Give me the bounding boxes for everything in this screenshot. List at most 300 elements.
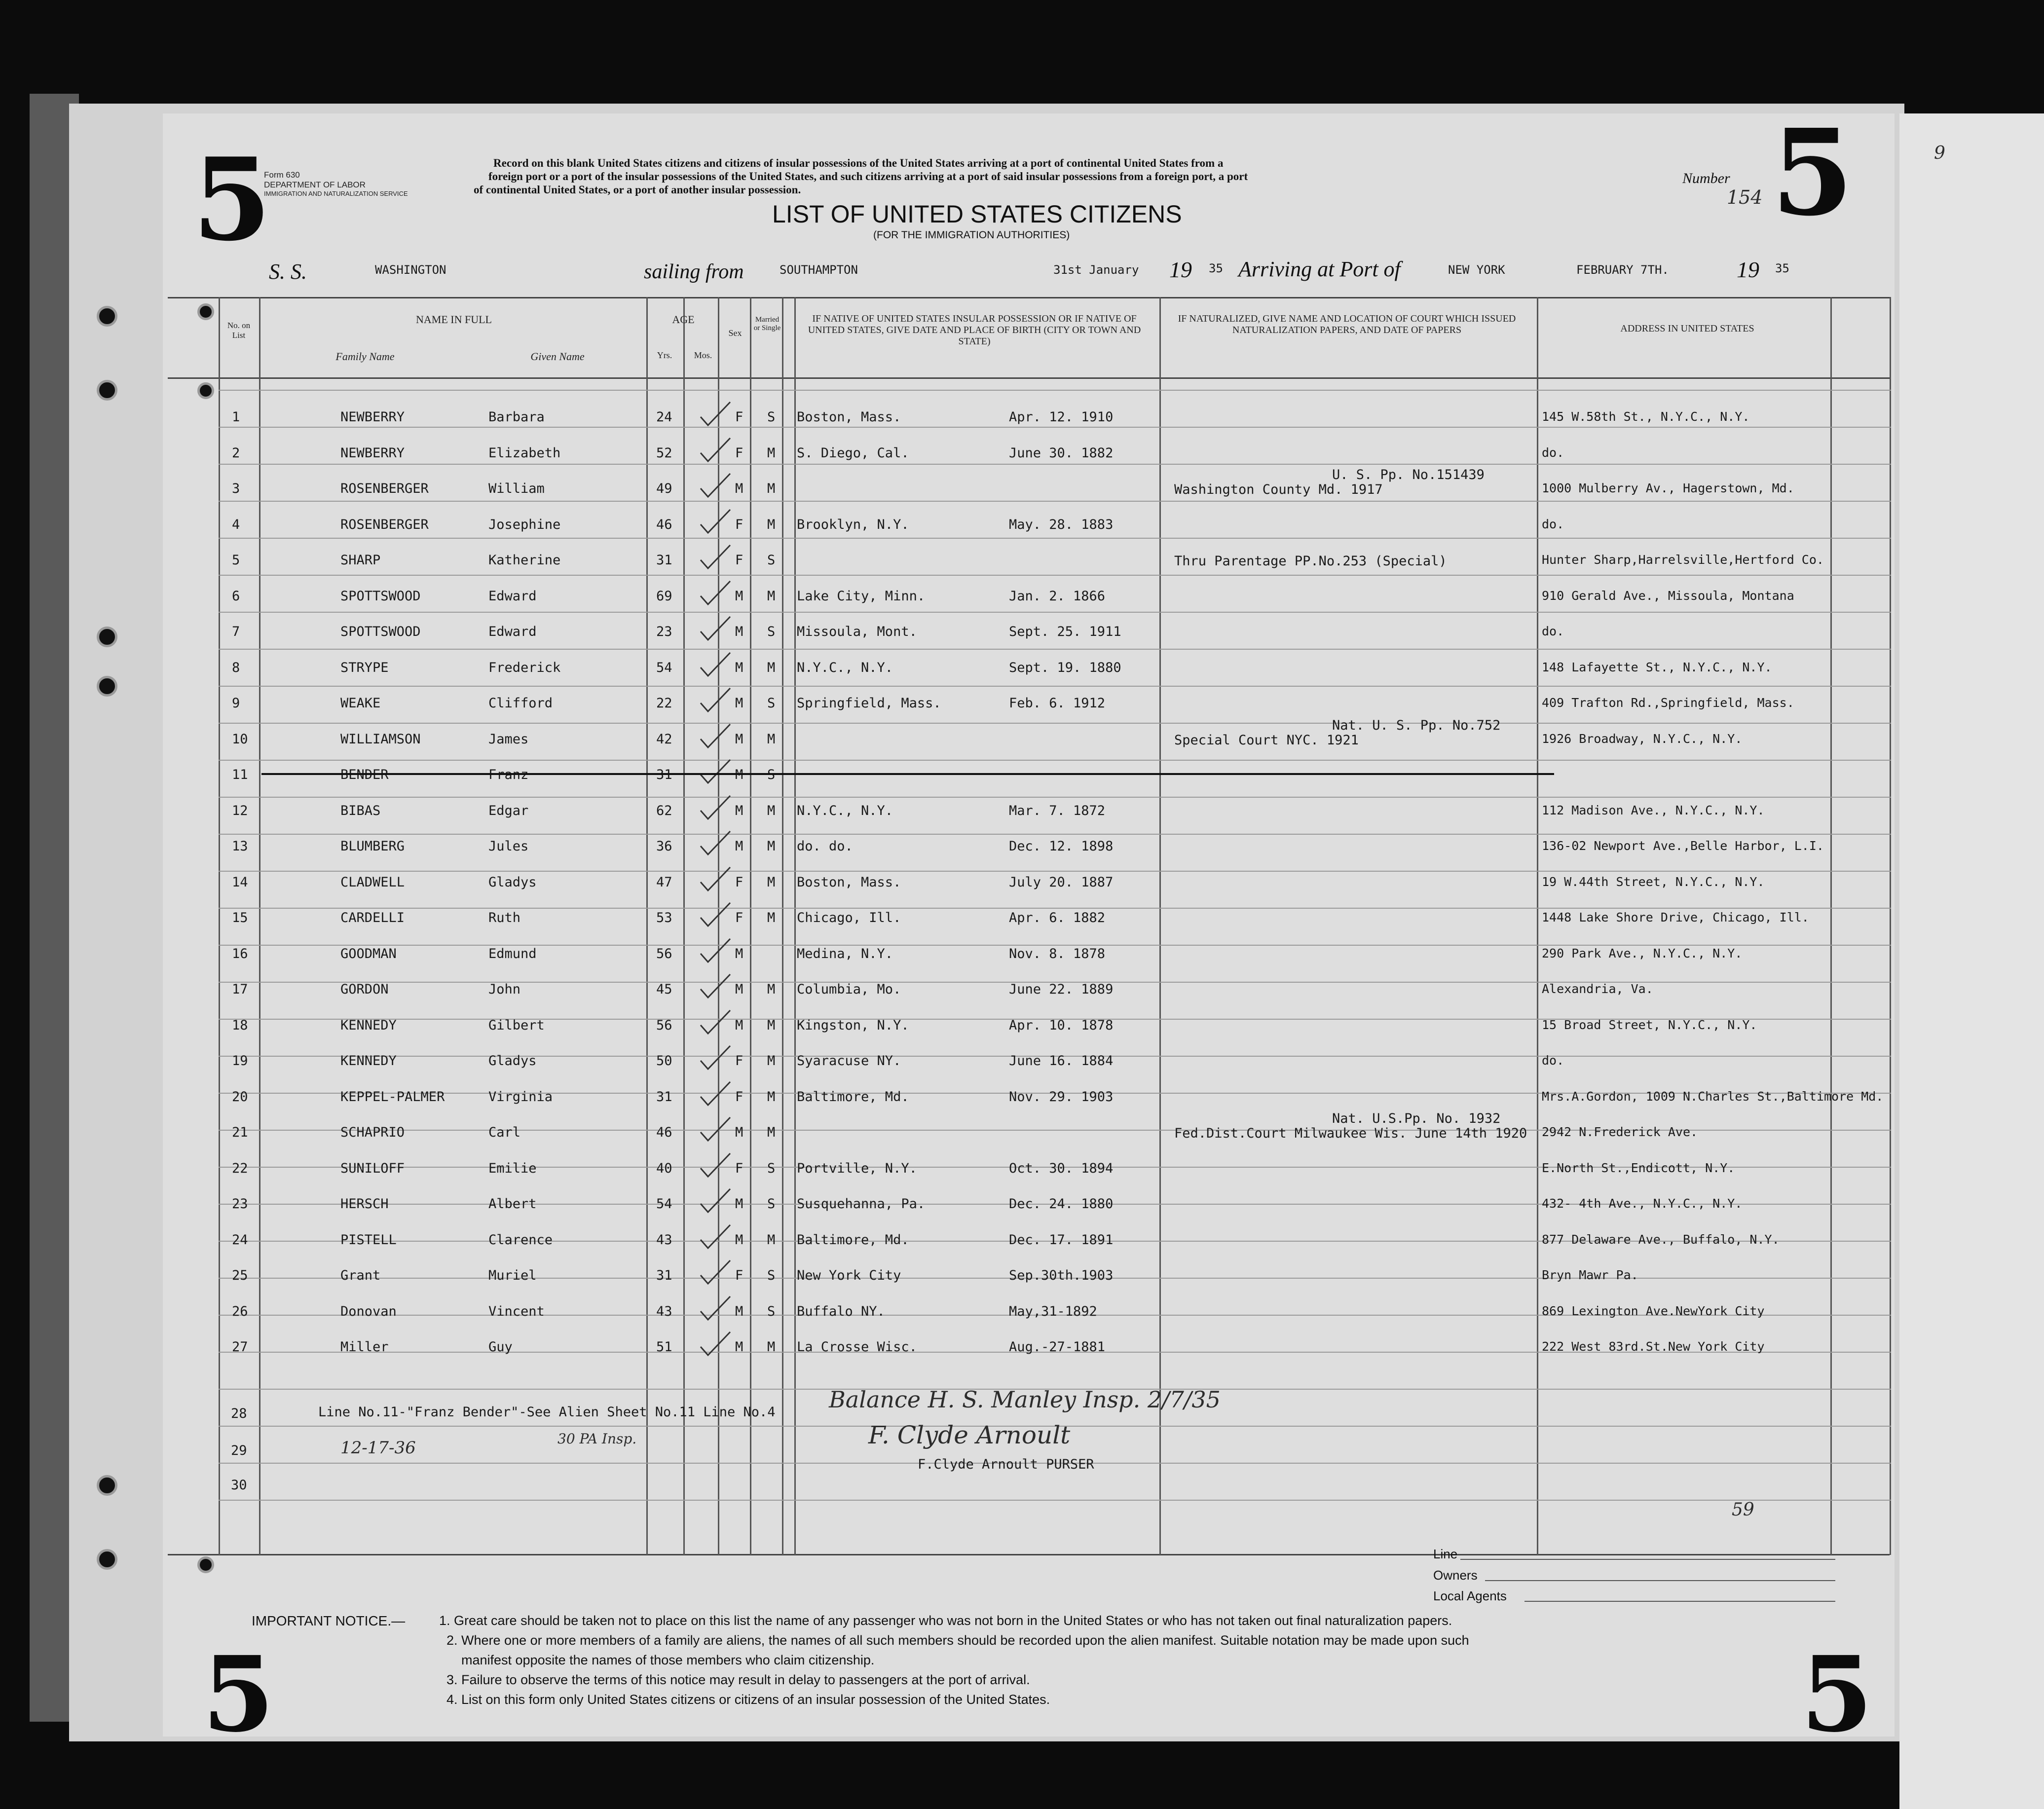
given-name-cell: Ruth xyxy=(488,910,521,925)
row-rule xyxy=(219,612,1891,613)
birth-date-cell: Apr. 6. 1882 xyxy=(1009,910,1106,925)
sex-cell: M xyxy=(735,1196,743,1212)
col-header-age: AGE xyxy=(672,313,695,326)
age-years-cell: 69 xyxy=(656,588,672,604)
birthplace-cell: Chicago, Ill. xyxy=(797,910,901,925)
address-cell: 877 Delaware Ave., Buffalo, N.Y. xyxy=(1542,1232,1780,1247)
header-bottom-rule xyxy=(168,377,1890,379)
family-name-cell: STRYPE xyxy=(340,660,389,675)
age-years-cell: 56 xyxy=(656,946,672,961)
list-number: 154 xyxy=(1727,186,1763,208)
inspection-note: 30 PA Insp. xyxy=(557,1431,637,1447)
check-mark-icon xyxy=(698,793,733,823)
marital-status-cell: M xyxy=(767,1017,776,1033)
row-rule xyxy=(219,575,1891,576)
row-number: 27 xyxy=(232,1339,248,1355)
given-name-cell: Virginia xyxy=(488,1089,553,1105)
family-name-cell: NEWBERRY xyxy=(340,409,405,425)
age-years-cell: 43 xyxy=(656,1303,672,1319)
marital-status-cell: M xyxy=(767,982,776,997)
row-number: 13 xyxy=(232,839,248,854)
row-number: 1 xyxy=(232,409,240,425)
service-label: IMMIGRATION AND NATURALIZATION SERVICE xyxy=(264,190,408,197)
col-header-name-in-full: NAME IN FULL xyxy=(416,313,492,326)
row-number: 14 xyxy=(232,874,248,890)
address-cell: Bryn Mawr Pa. xyxy=(1542,1268,1638,1282)
birth-date-cell: Nov. 29. 1903 xyxy=(1009,1089,1114,1105)
age-years-cell: 24 xyxy=(656,409,672,425)
birth-date-cell: Sep.30th.1903 xyxy=(1009,1268,1114,1283)
sailing-from-label: sailing from xyxy=(644,260,744,283)
col-header-married: Married or Single xyxy=(753,316,781,332)
address-cell: 910 Gerald Ave., Missoula, Montana xyxy=(1542,588,1794,603)
age-years-cell: 46 xyxy=(656,517,672,532)
family-name-cell: GORDON xyxy=(340,982,389,997)
col-header-yrs: Yrs. xyxy=(657,350,672,360)
given-name-cell: Jules xyxy=(488,839,529,854)
year-prefix: 19 xyxy=(1169,257,1192,282)
sex-cell: M xyxy=(735,1125,743,1140)
check-mark-icon xyxy=(698,1329,733,1359)
birthplace-cell: Lake City, Minn. xyxy=(797,588,926,604)
address-cell: 409 Trafton Rd.,Springfield, Mass. xyxy=(1542,696,1794,710)
row-number: 2 xyxy=(232,445,240,461)
column-rule xyxy=(750,297,751,1555)
family-name-cell: SUNILOFF xyxy=(340,1160,405,1176)
sex-cell: F xyxy=(735,1160,743,1176)
check-mark-icon xyxy=(698,936,733,966)
marital-status-cell: M xyxy=(767,1232,776,1248)
naturalization-cell: Fed.Dist.Court Milwaukee Wis. June 14th 1920 xyxy=(1174,1126,1527,1141)
line-number-29: 29 xyxy=(231,1443,247,1458)
given-name-cell: Vincent xyxy=(488,1303,545,1319)
col-header-sex: Sex xyxy=(728,328,742,338)
check-mark-icon xyxy=(698,543,733,572)
binder-hole xyxy=(97,306,117,327)
column-rule xyxy=(1830,297,1832,1555)
age-years-cell: 43 xyxy=(656,1232,672,1248)
col-header-birth: IF NATIVE OF UNITED STATES INSULAR POSSESSION OR IF NATIVE OF UNITED STATES, GIVE DATE AND PLACE OF BIRTH (CITY OR TOWN AND STATE) xyxy=(808,313,1141,347)
birthplace-cell: Baltimore, Md. xyxy=(797,1232,909,1248)
departure-port: SOUTHAMPTON xyxy=(780,263,858,277)
corner-number-top-left: 5 xyxy=(192,133,272,266)
marital-status-cell: S xyxy=(767,1196,776,1212)
sex-cell: F xyxy=(735,553,743,568)
notice-item-2: 2. Where one or more members of a family are aliens, the names of all such members should be recorded upon the alien manifest. Suitable notation may be made upon such xyxy=(446,1633,1469,1648)
given-name-cell: Katherine xyxy=(488,553,561,568)
age-years-cell: 42 xyxy=(656,731,672,747)
row-rule xyxy=(219,908,1891,909)
check-mark-icon xyxy=(698,1294,733,1324)
marital-status-cell: M xyxy=(767,803,776,818)
marital-status-cell: S xyxy=(767,624,776,639)
given-name-cell: Barbara xyxy=(488,409,545,425)
marital-status-cell: S xyxy=(767,1268,776,1283)
check-mark-icon xyxy=(698,1043,733,1073)
arrival-year: 35 xyxy=(1775,261,1789,275)
row-number: 10 xyxy=(232,731,248,747)
binder-hole xyxy=(97,676,117,697)
given-name-cell: Frederick xyxy=(488,660,561,675)
birthplace-cell: Boston, Mass. xyxy=(797,409,901,425)
intro-line-3: of continental United States, or a port of another insular possession. xyxy=(474,184,801,196)
address-cell: 19 W.44th Street, N.Y.C., N.Y. xyxy=(1542,874,1765,889)
row-rule xyxy=(219,649,1891,650)
inspector-balance-note: Balance H. S. Manley Insp. 2/7/35 xyxy=(829,1386,1221,1413)
address-cell: 222 West 83rd.St.New York City xyxy=(1542,1339,1765,1354)
sex-cell: F xyxy=(735,910,743,925)
birthplace-cell: N.Y.C., N.Y. xyxy=(797,803,893,818)
col-header-mos: Mos. xyxy=(694,350,712,360)
row-number: 16 xyxy=(232,946,248,961)
marital-status-cell: M xyxy=(767,1053,776,1069)
marital-status-cell: M xyxy=(767,588,776,604)
birthplace-cell: do. do. xyxy=(797,839,853,854)
birth-date-cell: June 22. 1889 xyxy=(1009,982,1114,997)
row-rule xyxy=(219,723,1891,724)
row-number: 7 xyxy=(232,624,240,639)
row-number: 11 xyxy=(232,767,248,782)
sex-cell: M xyxy=(735,588,743,604)
family-name-cell: NEWBERRY xyxy=(340,445,405,461)
birth-date-cell: Oct. 30. 1894 xyxy=(1009,1160,1114,1176)
binder-hole xyxy=(197,1556,214,1573)
family-name-cell: BLUMBERG xyxy=(340,839,405,854)
sex-cell: F xyxy=(735,517,743,532)
sex-cell: F xyxy=(735,445,743,461)
sex-cell: M xyxy=(735,982,743,997)
marital-status-cell: M xyxy=(767,1339,776,1355)
intro-line-2: foreign port or a port of the insular possessions of the United States, and such citizens arriving at a port of said insular possessions from a foreign port, a port xyxy=(488,170,1248,183)
number-label: Number xyxy=(1682,170,1730,186)
ship-name: WASHINGTON xyxy=(375,263,446,277)
check-mark-icon xyxy=(698,865,733,894)
birth-date-cell: Jan. 2. 1866 xyxy=(1009,588,1106,604)
given-name-cell: Guy xyxy=(488,1339,513,1355)
age-years-cell: 56 xyxy=(656,1017,672,1033)
given-name-cell: Gladys xyxy=(488,1053,537,1069)
bender-note: Line No.11-"Franz Bender"-See Alien Sheet No.11 Line No.4 xyxy=(318,1404,776,1420)
row-number: 3 xyxy=(232,481,240,496)
marital-status-cell: M xyxy=(767,445,776,461)
birth-date-cell: Sept. 25. 1911 xyxy=(1009,624,1121,639)
row-number: 23 xyxy=(232,1196,248,1212)
row-number: 9 xyxy=(232,696,240,711)
age-years-cell: 22 xyxy=(656,696,672,711)
row-rule xyxy=(219,538,1891,539)
marital-status-cell: M xyxy=(767,1125,776,1140)
address-cell: Alexandria, Va. xyxy=(1542,982,1653,996)
birthplace-cell: Buffalo NY. xyxy=(797,1303,885,1319)
given-name-cell: Clifford xyxy=(488,696,553,711)
check-mark-icon xyxy=(698,471,733,501)
family-name-cell: ROSENBERGER xyxy=(340,481,429,496)
marital-status-cell: M xyxy=(767,839,776,854)
birthplace-cell: Kingston, N.Y. xyxy=(797,1017,909,1033)
family-name-cell: Grant xyxy=(340,1268,381,1283)
naturalization-cell: Nat. U. S. Pp. No.752 xyxy=(1332,717,1501,733)
age-years-cell: 31 xyxy=(656,1089,672,1105)
address-cell: do. xyxy=(1542,624,1564,638)
sex-cell: M xyxy=(735,946,743,961)
age-years-cell: 52 xyxy=(656,445,672,461)
age-years-cell: 54 xyxy=(656,1196,672,1212)
binder-hole xyxy=(97,1549,117,1570)
col-header-naturalized: IF NATURALIZED, GIVE NAME AND LOCATION OF COURT WHICH ISSUED NATURALIZATION PAPERS, AND DATE OF PAPERS xyxy=(1178,313,1516,335)
given-name-cell: Edward xyxy=(488,624,537,639)
address-cell: 145 W.58th St., N.Y.C., N.Y. xyxy=(1542,409,1750,424)
address-cell: 1000 Mulberry Av., Hagerstown, Md. xyxy=(1542,481,1794,495)
naturalization-cell: U. S. Pp. No.151439 xyxy=(1332,467,1485,482)
row-rule xyxy=(219,501,1891,502)
row-number: 12 xyxy=(232,803,248,818)
family-name-cell: KENNEDY xyxy=(340,1017,397,1033)
sex-cell: M xyxy=(735,731,743,747)
strike-through-line-11 xyxy=(261,773,1554,775)
birth-date-cell: July 20. 1887 xyxy=(1009,874,1114,890)
column-rule xyxy=(259,297,260,1555)
marital-status-cell: M xyxy=(767,1089,776,1105)
birthplace-cell: Columbia, Mo. xyxy=(797,982,901,997)
address-cell: 869 Lexington Ave.NewYork City xyxy=(1542,1303,1765,1318)
address-cell: 432- 4th Ave., N.Y.C., N.Y. xyxy=(1542,1196,1743,1211)
marital-status-cell: M xyxy=(767,910,776,925)
col-header-given-name: Given Name xyxy=(530,350,585,363)
row-number: 5 xyxy=(232,553,240,568)
birthplace-cell: Springfield, Mass. xyxy=(797,696,941,711)
check-mark-icon xyxy=(698,400,733,429)
given-name-cell: James xyxy=(488,731,529,747)
check-mark-icon xyxy=(698,972,733,1001)
family-name-cell: SPOTTSWOOD xyxy=(340,624,421,639)
row-rule xyxy=(219,760,1891,761)
line-number-30: 30 xyxy=(231,1477,247,1493)
check-mark-icon xyxy=(698,1222,733,1252)
given-name-cell: Edmund xyxy=(488,946,537,961)
given-name-cell: Edgar xyxy=(488,803,529,818)
row-rule xyxy=(219,797,1891,798)
column-rule xyxy=(1159,297,1161,1555)
arrival-date: FEBRUARY 7TH. xyxy=(1576,263,1669,277)
sex-cell: M xyxy=(735,1232,743,1248)
check-mark-icon xyxy=(698,829,733,858)
binder-hole xyxy=(97,380,117,401)
row-rule xyxy=(219,390,1891,391)
row-rule xyxy=(219,1500,1891,1501)
check-mark-icon xyxy=(698,1079,733,1109)
family-name-cell: Miller xyxy=(340,1339,389,1355)
row-rule xyxy=(219,464,1891,465)
check-mark-icon xyxy=(698,1151,733,1181)
check-mark-icon xyxy=(698,686,733,715)
row-number: 21 xyxy=(232,1125,248,1140)
family-name-cell: SHARP xyxy=(340,553,381,568)
age-years-cell: 45 xyxy=(656,982,672,997)
sex-cell: M xyxy=(735,624,743,639)
address-cell: do. xyxy=(1542,1053,1564,1068)
column-rule xyxy=(794,297,796,1555)
notice-item-4: 4. List on this form only United States citizens or citizens of an insular possession of the United States. xyxy=(446,1692,1050,1707)
row-number: 22 xyxy=(232,1160,248,1176)
birth-date-cell: Dec. 12. 1898 xyxy=(1009,839,1114,854)
row-number: 19 xyxy=(232,1053,248,1069)
family-name-cell: SCHAPRIO xyxy=(340,1125,405,1140)
given-name-cell: Gilbert xyxy=(488,1017,545,1033)
given-name-cell: Albert xyxy=(488,1196,537,1212)
marital-status-cell: M xyxy=(767,660,776,675)
family-name-cell: Donovan xyxy=(340,1303,397,1319)
check-mark-icon xyxy=(698,1258,733,1288)
family-name-cell: CLADWELL xyxy=(340,874,405,890)
naturalization-cell: Washington County Md. 1917 xyxy=(1174,482,1383,497)
address-cell: 1926 Broadway, N.Y.C., N.Y. xyxy=(1542,731,1743,746)
birthplace-cell: New York City xyxy=(797,1268,901,1283)
check-mark-icon xyxy=(698,1186,733,1216)
address-cell: 2942 N.Frederick Ave. xyxy=(1542,1125,1698,1139)
notice-label: IMPORTANT NOTICE.— xyxy=(252,1613,406,1628)
footer-agents-label: Local Agents xyxy=(1433,1588,1507,1603)
column-rule xyxy=(219,297,220,1555)
age-years-cell: 46 xyxy=(656,1125,672,1140)
corner-number-bottom-left: 5 xyxy=(202,1633,275,1755)
family-name-cell: SPOTTSWOOD xyxy=(340,588,421,604)
page-title: LIST OF UNITED STATES CITIZENS xyxy=(772,200,1182,228)
birth-date-cell: May,31-1892 xyxy=(1009,1303,1097,1319)
address-cell: 112 Madison Ave., N.Y.C., N.Y. xyxy=(1542,803,1765,817)
footer-line-rule xyxy=(1460,1559,1835,1560)
sailing-year: 35 xyxy=(1209,261,1223,275)
age-years-cell: 36 xyxy=(656,839,672,854)
age-years-cell: 31 xyxy=(656,1268,672,1283)
birthplace-cell: Boston, Mass. xyxy=(797,874,901,890)
marital-status-cell: M xyxy=(767,481,776,496)
birth-date-cell: Nov. 8. 1878 xyxy=(1009,946,1106,961)
family-name-cell: GOODMAN xyxy=(340,946,397,961)
footer-line-label: Line xyxy=(1433,1547,1458,1561)
age-years-cell: 31 xyxy=(656,553,672,568)
age-years-cell: 54 xyxy=(656,660,672,675)
binder-hole xyxy=(97,1475,117,1496)
birth-date-cell: Dec. 17. 1891 xyxy=(1009,1232,1114,1248)
sex-cell: M xyxy=(735,803,743,818)
intro-line-1: Record on this blank United States citizens and citizens of insular possessions of the United States arriving at a port of continental United States from a xyxy=(493,157,1224,169)
address-cell: Hunter Sharp,Harrelsville,Hertford Co. xyxy=(1542,553,1824,567)
age-years-cell: 53 xyxy=(656,910,672,925)
col-header-no: No. on List xyxy=(227,321,251,340)
marital-status-cell: S xyxy=(767,1303,776,1319)
row-rule xyxy=(219,834,1891,835)
age-years-cell: 62 xyxy=(656,803,672,818)
page-reference: 59 xyxy=(1732,1500,1754,1520)
notice-item-1: 1. Great care should be taken not to place on this list the name of any passenger who was not born in the United States or who has not taken out final naturalization papers. xyxy=(439,1613,1452,1628)
age-years-cell: 23 xyxy=(656,624,672,639)
birth-date-cell: Sept. 19. 1880 xyxy=(1009,660,1121,675)
row-rule xyxy=(219,871,1891,872)
birthplace-cell: La Crosse Wisc. xyxy=(797,1339,917,1355)
birth-date-cell: June 16. 1884 xyxy=(1009,1053,1114,1069)
marital-status-cell: M xyxy=(767,731,776,747)
given-name-cell: Carl xyxy=(488,1125,521,1140)
given-name-cell: John xyxy=(488,982,521,997)
footer-agents-rule xyxy=(1524,1601,1835,1602)
age-years-cell: 47 xyxy=(656,874,672,890)
family-name-cell: BIBAS xyxy=(340,803,381,818)
row-number: 17 xyxy=(232,982,248,997)
address-cell: 148 Lafayette St., N.Y.C., N.Y. xyxy=(1542,660,1772,674)
form-number: Form 630 xyxy=(264,170,300,180)
check-mark-icon xyxy=(698,1115,733,1144)
family-name-cell: WILLIAMSON xyxy=(340,731,421,747)
age-years-cell: 40 xyxy=(656,1160,672,1176)
column-rule xyxy=(1890,297,1891,1555)
address-cell: do. xyxy=(1542,445,1564,460)
sex-cell: F xyxy=(735,409,743,425)
birthplace-cell: Brooklyn, N.Y. xyxy=(797,517,909,532)
address-cell: 15 Broad Street, N.Y.C., N.Y. xyxy=(1542,1017,1757,1032)
row-number: 15 xyxy=(232,910,248,925)
family-name-cell: ROSENBERGER xyxy=(340,517,429,532)
birth-date-cell: Apr. 12. 1910 xyxy=(1009,409,1114,425)
arriving-label: Arriving at Port of xyxy=(1238,257,1401,281)
row-rule xyxy=(219,427,1891,428)
naturalization-cell: Special Court NYC. 1921 xyxy=(1174,732,1359,748)
birthplace-cell: S. Diego, Cal. xyxy=(797,445,909,461)
check-mark-icon xyxy=(698,436,733,465)
given-name-cell: Gladys xyxy=(488,874,537,890)
marital-status-cell: S xyxy=(767,409,776,425)
birth-date-cell: Feb. 6. 1912 xyxy=(1009,696,1106,711)
age-years-cell: 51 xyxy=(656,1339,672,1355)
check-mark-icon xyxy=(698,650,733,680)
department-label: DEPARTMENT OF LABOR xyxy=(264,180,366,189)
birthplace-cell: Syaracuse NY. xyxy=(797,1053,901,1069)
row-number: 8 xyxy=(232,660,240,675)
given-name-cell: Clarence xyxy=(488,1232,553,1248)
page-subtitle: (FOR THE IMMIGRATION AUTHORITIES) xyxy=(873,229,1070,241)
line-number-28: 28 xyxy=(231,1406,247,1421)
marital-status-cell: M xyxy=(767,874,776,890)
birthplace-cell: N.Y.C., N.Y. xyxy=(797,660,893,675)
birth-date-cell: Dec. 24. 1880 xyxy=(1009,1196,1114,1212)
family-name-cell: PISTELL xyxy=(340,1232,397,1248)
birthplace-cell: Susquehanna, Pa. xyxy=(797,1196,926,1212)
arrival-year-prefix: 19 xyxy=(1737,257,1759,282)
age-years-cell: 50 xyxy=(656,1053,672,1069)
given-name-cell: Edward xyxy=(488,588,537,604)
naturalization-cell: Nat. U.S.Pp. No. 1932 xyxy=(1332,1111,1501,1126)
birth-date-cell: Apr. 10. 1878 xyxy=(1009,1017,1114,1033)
sex-cell: F xyxy=(735,1089,743,1105)
row-number: 26 xyxy=(232,1303,248,1319)
check-mark-icon xyxy=(698,1008,733,1037)
row-number: 20 xyxy=(232,1089,248,1105)
footer-owners-label: Owners xyxy=(1433,1568,1478,1583)
row-number: 4 xyxy=(232,517,240,532)
check-mark-icon xyxy=(698,757,733,787)
check-mark-icon xyxy=(698,507,733,537)
column-rule xyxy=(782,297,783,1555)
col-header-address: ADDRESS IN UNITED STATES xyxy=(1620,323,1754,334)
notice-item-3: 3. Failure to observe the terms of this notice may result in delay to passengers at the port of arrival. xyxy=(446,1672,1030,1687)
notice-item-2-cont: manifest opposite the names of those members who claim citizenship. xyxy=(461,1653,875,1667)
sex-cell: M xyxy=(735,660,743,675)
given-name-cell: Josephine xyxy=(488,517,561,532)
family-name-cell: WEAKE xyxy=(340,696,381,711)
date-note: 12-17-36 xyxy=(340,1438,416,1458)
row-number: 6 xyxy=(232,588,240,604)
address-cell: E.North St.,Endicott, N.Y. xyxy=(1542,1160,1735,1175)
given-name-cell: Muriel xyxy=(488,1268,537,1283)
